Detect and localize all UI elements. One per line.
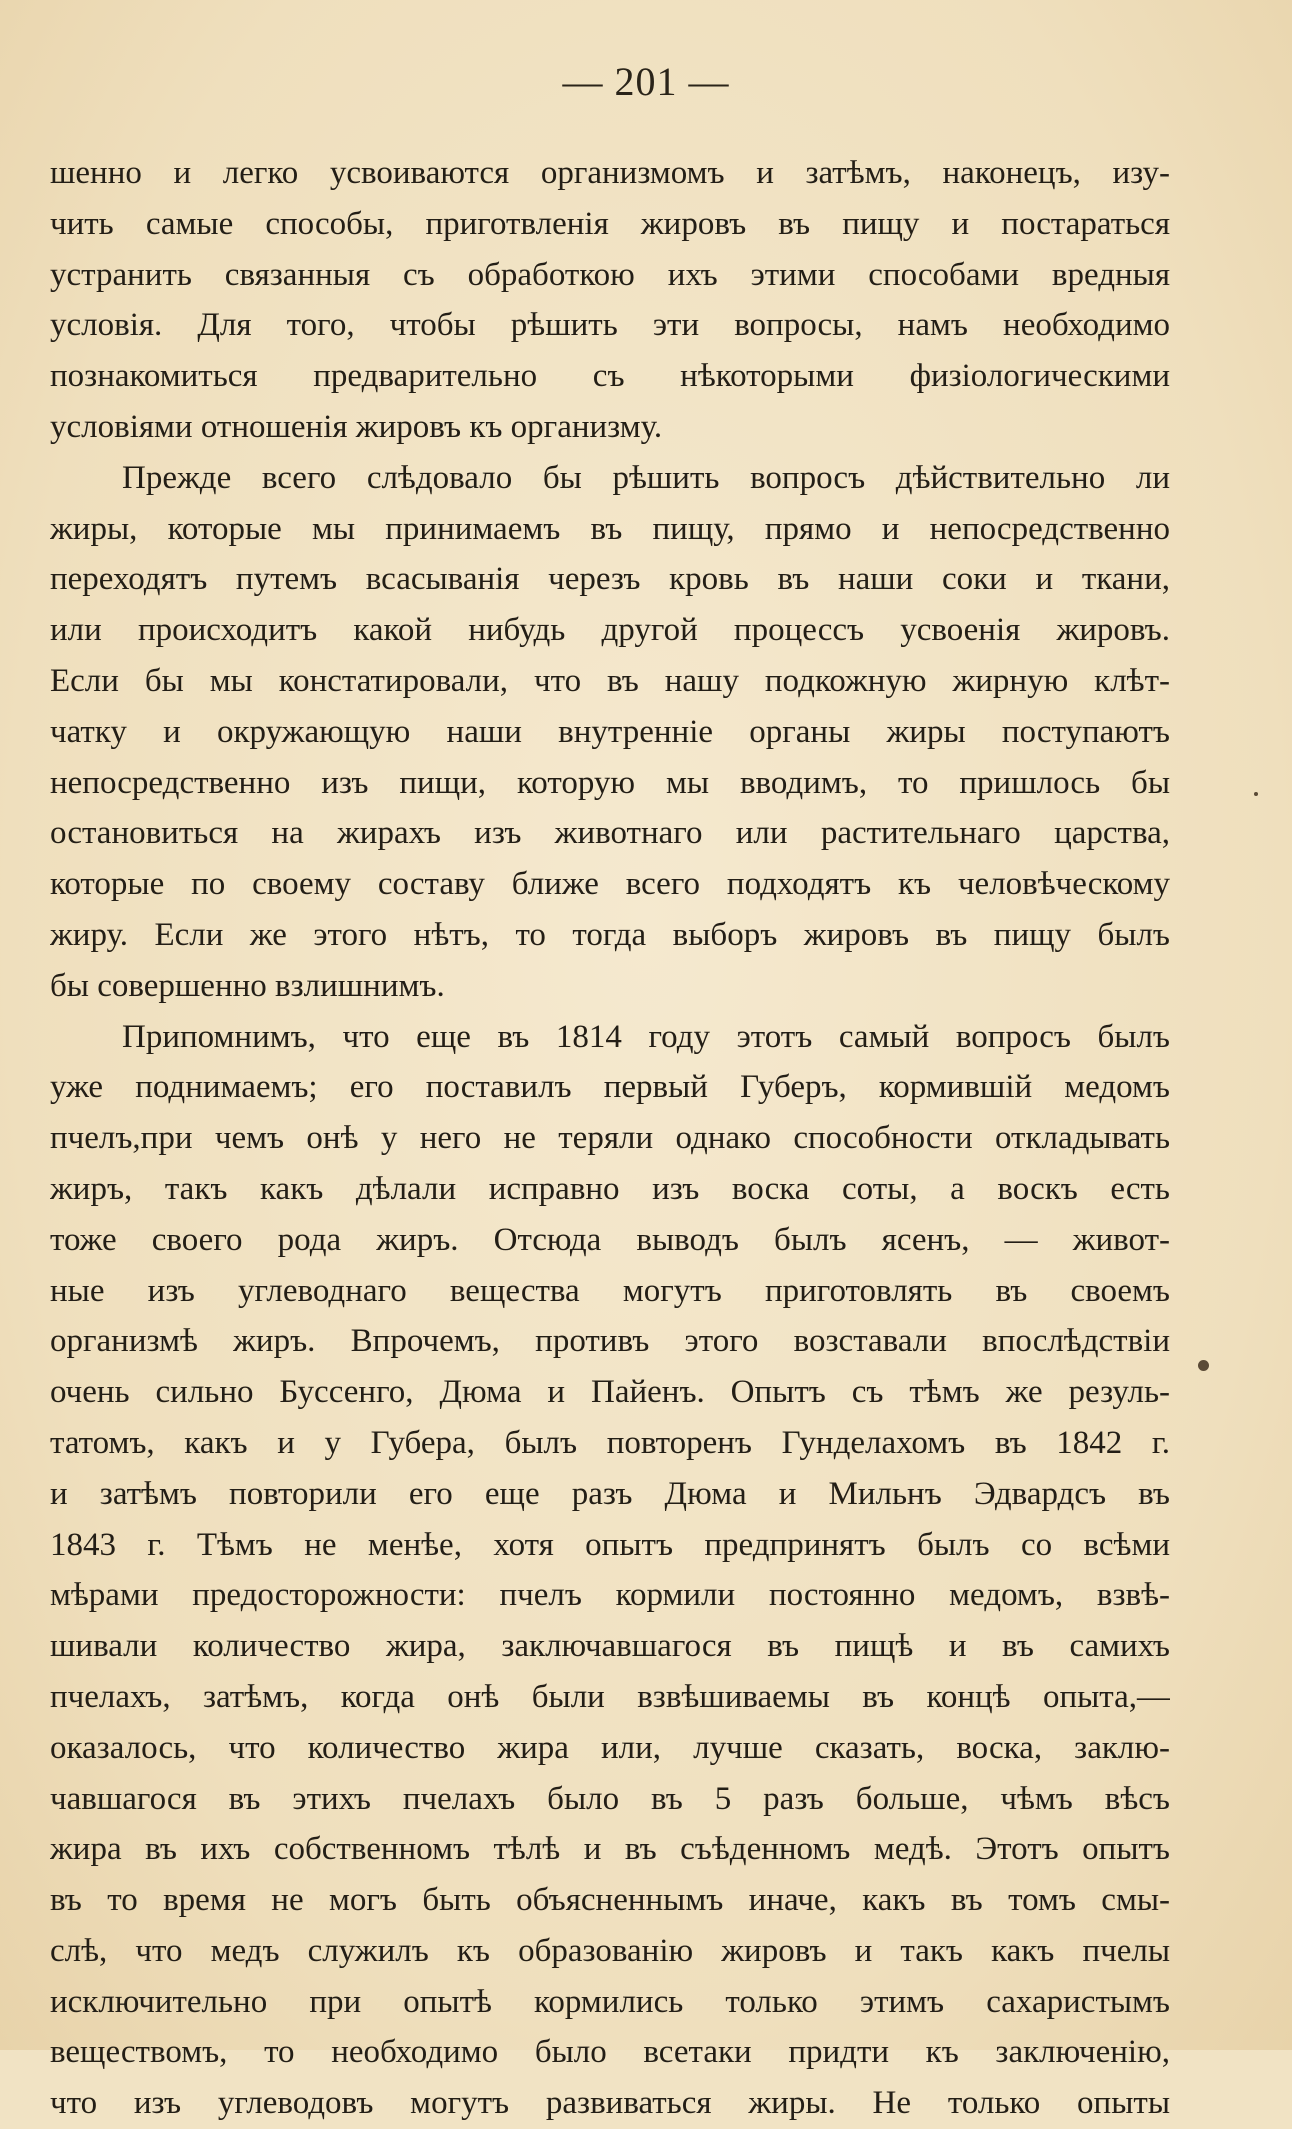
text-line: жиру. Если же этого нѣтъ, то тогда выборъ жировъ въ пищу былъ xyxy=(50,916,1170,953)
text-line: мѣрами предосторожности: пчелъ кормили постоянно медомъ, взвѣ- xyxy=(50,1577,1170,1614)
text-line: условіями отношенія жировъ къ организму. xyxy=(50,408,663,445)
text-line: пчелъ,при чемъ онѣ у него не теряли однако способности откладывать xyxy=(50,1120,1170,1157)
text-line: жиры, которые мы принимаемъ въ пищу, прямо и непосредственно xyxy=(50,510,1170,547)
text-line: чить самые способы, приготвленія жировъ въ пищу и постараться xyxy=(50,205,1170,242)
text-line: оказалось, что количество жира или, лучше сказать, воска, заклю- xyxy=(50,1729,1170,1766)
text-line: чатку и окружающую наши внутренніе органы жиры поступаютъ xyxy=(50,713,1170,750)
text-line: шивали количество жира, заключавшагося въ пищѣ и въ самихъ xyxy=(50,1628,1170,1665)
text-line: переходятъ путемъ всасыванія черезъ кровь въ наши соки и ткани, xyxy=(50,561,1170,598)
text-line: что изъ углеводовъ могутъ развиваться жиры. Не только опыты xyxy=(50,2085,1170,2122)
text-line: слѣ, что медъ служилъ къ образованію жировъ и такъ какъ пчелы xyxy=(50,1932,1170,1969)
text-line: Припомнимъ, что еще въ 1814 году этотъ самый вопросъ былъ xyxy=(122,1018,1170,1055)
body-text xyxy=(50,148,1170,2129)
text-line: или происходитъ какой нибудь другой процессъ усвоенія жировъ. xyxy=(50,612,1170,649)
text-line: жира въ ихъ собственномъ тѣлѣ и въ съѣденномъ медѣ. Этотъ опытъ xyxy=(50,1831,1170,1868)
text-line: познакомиться предварительно съ нѣкоторыми физіологическими xyxy=(50,358,1170,395)
text-line: организмѣ жиръ. Впрочемъ, противъ этого возставали впослѣдствіи xyxy=(50,1323,1170,1360)
text-line: жиръ, такъ какъ дѣлали исправно изъ воска соты, а воскъ есть xyxy=(50,1170,1170,1207)
text-line: и затѣмъ повторили его еще разъ Дюма и Мильнъ Эдвардсъ въ xyxy=(50,1475,1170,1512)
page-number: — 201 — xyxy=(562,59,730,104)
text-line: пчелахъ, затѣмъ, когда онѣ были взвѣшиваемы въ концѣ опыта,— xyxy=(50,1678,1170,1715)
text-line: чавшагося въ этихъ пчелахъ было въ 5 разъ больше, чѣмъ вѣсъ xyxy=(50,1780,1170,1817)
text-line: татомъ, какъ и у Губера, былъ повторенъ Гунделахомъ въ 1842 г. xyxy=(50,1424,1170,1461)
text-line: Прежде всего слѣдовало бы рѣшить вопросъ дѣйствительно ли xyxy=(122,459,1170,496)
ink-speck xyxy=(1198,1360,1209,1371)
text-line: очень сильно Буссенго, Дюма и Пайенъ. Опытъ съ тѣмъ же резуль- xyxy=(50,1374,1170,1411)
text-line: устранить связанныя съ обработкою ихъ этими способами вредныя xyxy=(50,256,1170,293)
text-line: тоже своего рода жиръ. Отсюда выводъ былъ ясенъ, — живот- xyxy=(50,1221,1170,1258)
text-line: Если бы мы констатировали, что въ нашу подкожную жирную клѣт- xyxy=(50,662,1170,699)
text-line: исключительно при опытѣ кормились только этимъ сахаристымъ xyxy=(50,1983,1170,2020)
text-line: непосредственно изъ пищи, которую мы вводимъ, то пришлось бы xyxy=(50,764,1170,801)
text-line: бы совершенно взлишнимъ. xyxy=(50,967,445,1004)
text-line: ные изъ углеводнаго вещества могутъ приготовлять въ своемъ xyxy=(50,1272,1170,1309)
ink-speck xyxy=(1254,792,1258,796)
text-line: уже поднимаемъ; его поставилъ первый Губеръ, кормившій медомъ xyxy=(50,1069,1170,1106)
text-line: 1843 г. Тѣмъ не менѣе, хотя опытъ предпринятъ былъ со всѣми xyxy=(50,1526,1170,1563)
text-line: въ то время не могъ быть объясненнымъ иначе, какъ въ томъ смы- xyxy=(50,1882,1170,1919)
text-line: веществомъ, то необходимо было всетаки придти къ заключенію, xyxy=(50,2034,1170,2071)
text-line: остановиться на жирахъ изъ животнаго или растительнаго царства, xyxy=(50,815,1170,852)
text-line: шенно и легко усвоиваются организмомъ и затѣмъ, наконецъ, изу- xyxy=(50,155,1170,191)
text-line: условія. Для того, чтобы рѣшить эти вопросы, намъ необходимо xyxy=(50,307,1170,344)
text-line: которые по своему составу ближе всего подходятъ къ человѣческому xyxy=(50,866,1170,903)
